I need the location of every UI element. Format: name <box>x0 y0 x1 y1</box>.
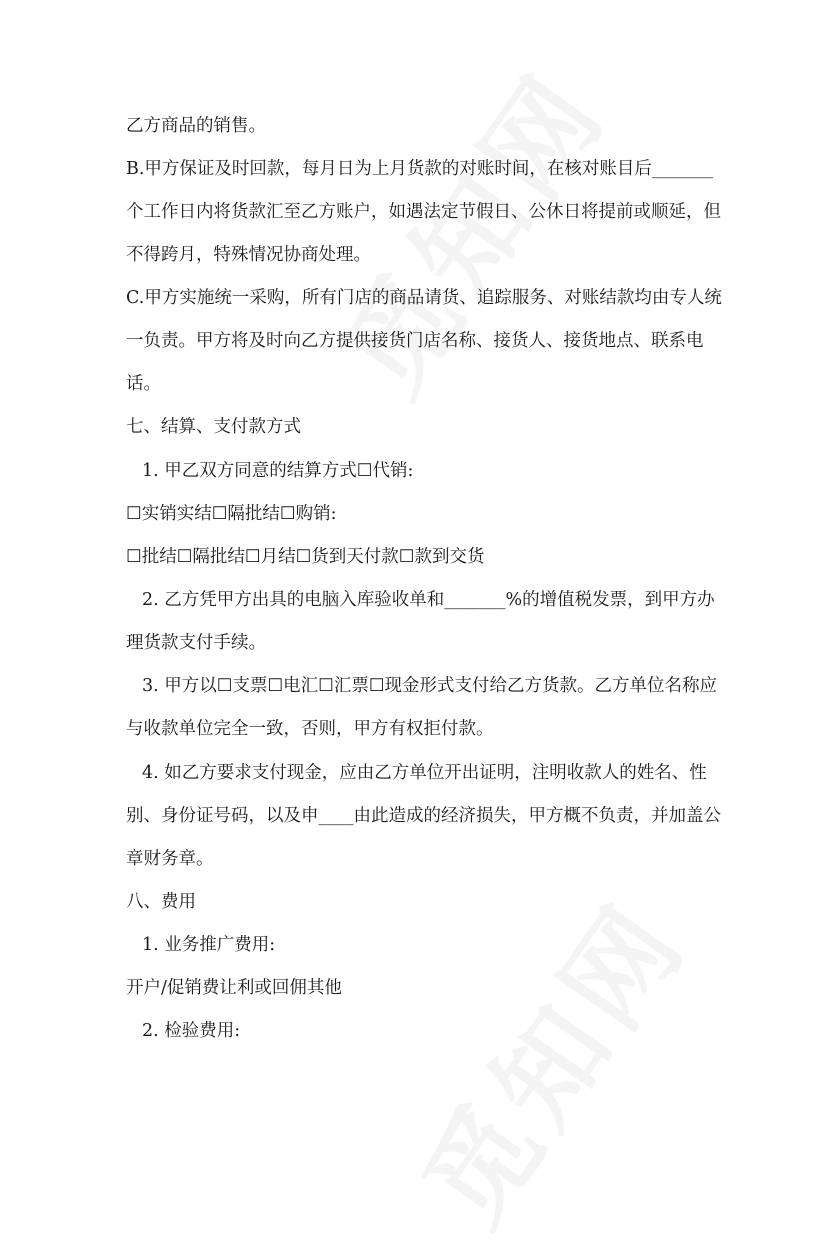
text-line: 开户/促销费让利或回佣其他 <box>126 978 342 998</box>
list-item: 2. 乙方凭甲方出具的电脑入库验收单和_______%的增值税发票，到甲方办 <box>142 590 715 610</box>
text-line: 乙方商品的销售。 <box>126 116 266 136</box>
text-line: C.甲方实施统一采购，所有门店的商品请货、追踪服务、对账结款均由专人统 <box>126 288 722 308</box>
list-item: 3. 甲方以☐支票☐电汇☐汇票☐现金形式支付给乙方货款。乙方单位名称应 <box>142 676 718 696</box>
text-line: 与收款单位完全一致，否则，甲方有权拒付款。 <box>126 719 494 739</box>
text-line: 一负责。甲方将及时向乙方提供接货门店名称、接货人、接货地点、联系电 <box>126 331 704 351</box>
text-line: 别、身份证号码，以及申____由此造成的经济损失，甲方概不负责，并加盖公 <box>126 806 721 826</box>
watermark-bottom <box>380 865 716 1251</box>
list-item: 1. 甲乙双方同意的结算方式☐代销: <box>142 461 414 481</box>
list-item: 1. 业务推广费用: <box>142 935 276 955</box>
list-item: 4. 如乙方要求支付现金，应由乙方单位开出证明，注明收款人的姓名、性 <box>142 763 707 783</box>
text-line: 个工作日内将货款汇至乙方账户，如遇法定节假日、公休日将提前或顺延，但 <box>126 202 721 222</box>
section-heading: 七、结算、支付款方式 <box>126 417 301 437</box>
text-line: ☐批结☐隔批结☐月结☐货到天付款☐款到交货 <box>126 547 485 567</box>
section-heading: 八、费用 <box>126 892 196 912</box>
text-line: 话。 <box>126 374 161 394</box>
list-item: 2. 检验费用: <box>142 1021 241 1041</box>
text-line: 理货款支付手续。 <box>126 633 266 653</box>
text-line: 不得跨月，特殊情况协商处理。 <box>126 245 371 265</box>
text-line: B.甲方保证及时回款，每月日为上月货款的对账时间，在核对账目后_______ <box>126 159 714 179</box>
watermark <box>300 35 636 421</box>
text-line: 章财务章。 <box>126 849 214 869</box>
text-line: ☐实销实结☐隔批结☐购销: <box>126 504 337 524</box>
